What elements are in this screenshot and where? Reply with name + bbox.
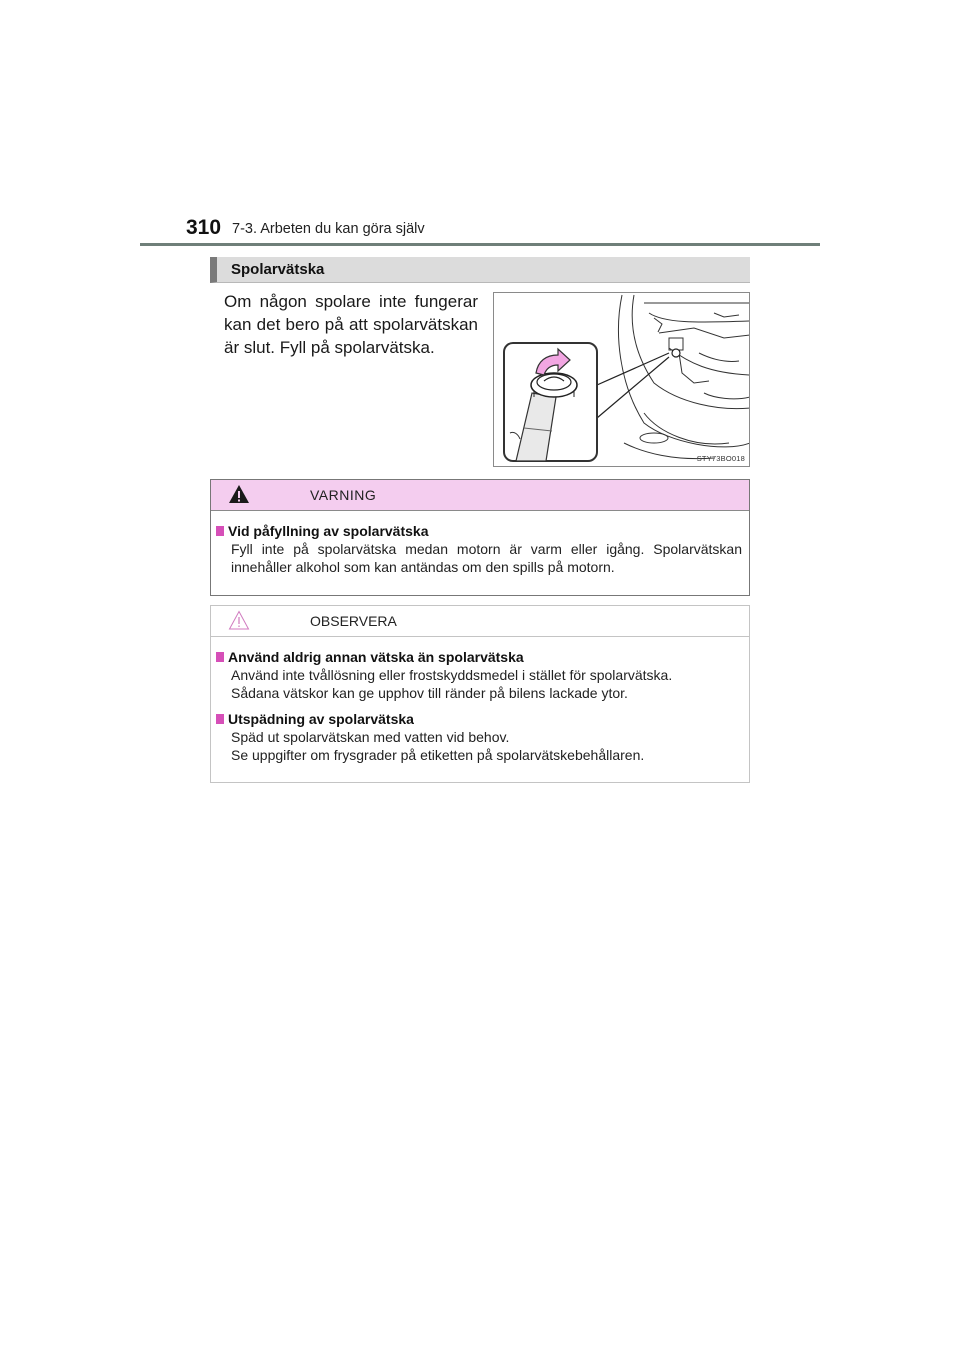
notice-item <box>216 710 742 764</box>
notice-item-line: Späd ut spolarvätskan med vatten vid behov. <box>231 729 510 745</box>
warning-triangle-icon <box>228 484 250 509</box>
bullet-square-icon <box>216 526 224 536</box>
caution-triangle-outline-icon <box>228 610 250 635</box>
page-number: 310 <box>186 216 222 239</box>
notice-box <box>210 605 750 783</box>
notice-item-title: Använd aldrig annan vätska än spolarvätska <box>228 649 524 665</box>
chapter-title: 7-3. Arbeten du kan göra själv <box>232 221 425 237</box>
notice-item-line: Sådana vätskor kan ge upphov till ränder på bilens lackade ytor. <box>231 685 628 701</box>
notice-item-heading <box>216 648 742 666</box>
notice-item-body <box>216 666 742 702</box>
bullet-square-icon <box>216 652 224 662</box>
notice-item-line: Se uppgifter om frysgrader på etiketten på spolarvätskebehållaren. <box>231 747 645 763</box>
notice-item-heading <box>216 710 742 728</box>
notice-item-body <box>216 728 742 764</box>
warning-label: VARNING <box>310 487 377 503</box>
washer-fluid-illustration <box>493 292 750 467</box>
bullet-square-icon <box>216 714 224 724</box>
warning-item-body: Fyll inte på spolarvätska medan motorn är varm eller igång. Spolarvätskan innehåller alkohol som kan antändas om den spills på motorn. <box>231 541 742 575</box>
warning-item <box>216 522 742 576</box>
image-code: STY73BO018 <box>696 454 745 463</box>
notice-header <box>211 606 749 637</box>
notice-item-title: Utspädning av spolarvätska <box>228 711 414 727</box>
washer-reservoir-drawing <box>494 293 750 467</box>
warning-header <box>211 480 749 511</box>
section-title: Spolarvätska <box>231 261 325 278</box>
intro-paragraph: Om någon spolare inte fungerar kan det bero på att spolarvätskan är slut. Fyll på spolarvätska. <box>224 292 478 357</box>
warning-box <box>210 479 750 596</box>
warning-item-heading <box>216 522 742 540</box>
notice-item-line: Använd inte tvållösning eller frostskyddsmedel i stället för spolarvätska. <box>231 667 673 683</box>
section-header <box>210 257 750 283</box>
warning-item-title: Vid påfyllning av spolarvätska <box>228 523 429 539</box>
notice-label: OBSERVERA <box>310 613 397 629</box>
header-rule <box>140 243 820 246</box>
notice-item <box>216 648 742 702</box>
